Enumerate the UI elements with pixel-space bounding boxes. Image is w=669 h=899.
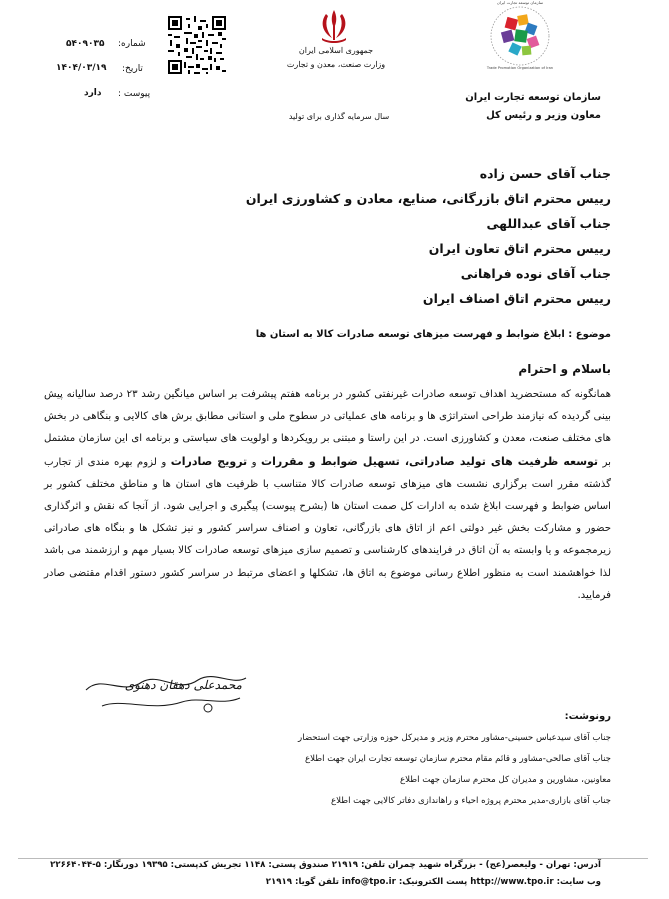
body-bold-phrase: توسعه ظرفیت های تولید صادراتی، تسهیل ضوابط و مقررات [261, 454, 599, 468]
body-bold-phrase: ترویج صادرات [170, 454, 248, 468]
addressee-line: جناب آقای نوده فراهانی [460, 266, 611, 281]
addressee-line: رییس محترم اتاق اصناف ایران [422, 291, 611, 306]
letter-body [44, 384, 611, 607]
body-conjunction: و [251, 456, 257, 468]
qr-code [168, 16, 226, 74]
cc-item: جناب آقای صالحی-مشاور و قائم مقام محترم سازمان توسعه تجارت ایران جهت اطلاع [305, 754, 611, 764]
cc-item: جناب آقای بازاری-مدیر محترم پروژه احیاء و راهاندازی دفاتر کالایی جهت اطلاع [330, 796, 611, 806]
date-label: تاریخ: [122, 64, 143, 74]
addressee-line: جناب آقای عبداللهی [486, 216, 611, 231]
org-name: سازمان توسعه تجارت ایران [465, 92, 601, 103]
ministry-line-2: وزارت صنعت، معدن و تجارت [286, 60, 386, 69]
cc-title: رونوشت: [564, 711, 611, 722]
addressee-line: جناب آقای حسن زاده [479, 166, 611, 181]
footer-divider [18, 858, 648, 859]
number-label: شماره: [118, 39, 146, 49]
signature-scribble [82, 668, 250, 718]
tpo-logo [488, 4, 552, 68]
body-text-part: و لزوم بهره مندی از تجارب گذشته مقرر است برگزاری نشست های میزهای توسعه صادرات کالا متناسب با ظرفیت های استان ها و مناطق مختلف کشور بر اساس ضوابط و فهرست ابلاغ شده به ادارات کل صمت استان ها (بشرح پیوست) پیگیری و اجرایی شود. از آنجا که نقش و اثرگذاری حضور و مشارکت بخش غیر دولتی اعم از اتاق های بازرگانی، تعاون و اصناف سراسر کشور و نیز تشکل ها و بنگاه های صادراتی زیرمجموعه و یا وابسته به آن اتاق در فرایندهای کارشناسی و تصمیم سازی میزهای توسعه صادرات کالا بسیار مهم و ارزشمند می باشد لذا خواهشمند است به منظور اطلاع رسانی موضوع به اتاق ها، تشکلها و اعضای مرتبط در سراسر کشور دستور اقدام مقتضی صادر فرمایید. [44, 456, 611, 601]
footer-contact: وب سایت: http://www.tpo.ir پست الکترونیک: info@tpo.ir تلفن گویا: ۲۱۹۱۹ [265, 877, 601, 887]
signatory-name: محمدعلی دهقان دهنوی [124, 678, 242, 692]
logo-text: سازمان توسعه تجارت ایران [496, 0, 544, 5]
body-text-part: همانگونه که مستحضرید اهداف توسعه صادرات غیرنفتی کشور در برنامه هفتم پیشرفت بر اساس میانگین رشد ۲۳ درصد سالیانه پیش بینی گردیده که نیازمند طراحی استراتژی ها و برنامه های عملیاتی در سطوح ملی و استانی مطابق برش های کالایی و بنگاهی در بخش های مختلف صنعت، معدن و کشاورزی است. در این راستا و مبتنی بر رویکردها و اولویت های سیاستی و برنامه ای این سازمان مشتمل بر [44, 389, 611, 468]
cc-item: معاونین، مشاورین و مدیران کل محترم سازمان جهت اطلاع [400, 775, 611, 785]
date-value: ۱۴۰۴/۰۳/۱۹ [56, 63, 107, 73]
iran-emblem-icon [314, 8, 354, 44]
addressee-line: رییس محترم اتاق بازرگانی، صنایع، معادن و کشاورزی ایران [245, 191, 611, 206]
number-value: ۵۴۰۹۰۳۵ [66, 39, 105, 49]
year-motto: سال سرمایه گذاری برای تولید [288, 112, 390, 121]
footer-address: آدرس: تهران - ولیعصر(عج) - بزرگراه شهید چمران تلفن: ۲۱۹۱۹ صندوق پستی: ۱۱۴۸ تجریش کدپستی: ۱۹۳۹۵ دورنگار: ۵-۲۲۶۶۴۰۴۴ [50, 860, 601, 870]
addressee-line: رییس محترم اتاق تعاون ایران [428, 241, 611, 256]
ministry-line-1: جمهوری اسلامی ایران [298, 46, 374, 55]
attachment-value: دارد [84, 88, 102, 98]
subject-line: موضوع : ابلاغ ضوابط و فهرست میزهای توسعه صادرات کالا به استان ها [255, 329, 611, 340]
org-subtitle: معاون وزیر و رئیس کل [486, 110, 601, 121]
cc-item: جناب آقای سیدعباس حسینی-مشاور محترم وزیر و مدیرکل حوزه وزارتی جهت استحضار [298, 733, 611, 743]
logo-text-en: Trade Promotion Organization of Iran [486, 66, 554, 70]
greeting: باسلام و احترام [518, 362, 611, 376]
attachment-label: پیوست : [118, 89, 151, 99]
